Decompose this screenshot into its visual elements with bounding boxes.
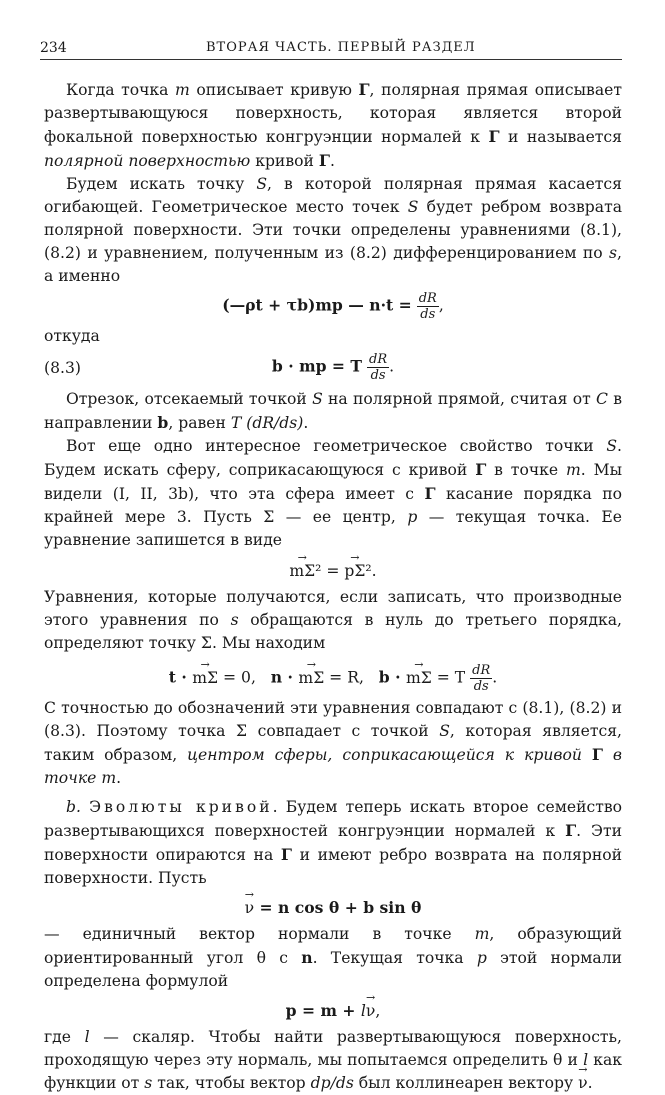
paragraph-polar-surface: Когда точка m описывает кривую Γ, полярная прямая описывает развертывающуюся поверхность, которая является второй фокальной поверхностью конгруэнции нормалей к Γ и называется полярной поверхностью кривой Γ. xyxy=(44,80,622,170)
equation-system: t · → mΣ = 0, n · → mΣ = R, b · → mΣ = T $\frac{dR}{ds}$ . xyxy=(44,663,622,694)
paragraph-osculating-sphere: Вот еще одно интересное геометрическое свойство точки S. Будем искать сферу, соприкасающуюся с кривой Γ в точке m. Мы видели (I, II, 3b), что эта сфера имеет с Γ касание порядка по крайней мере 3. Пусть Σ — ее центр, p — текущая точка. Ее уравнение запишется в виде xyxy=(44,437,623,549)
equation-normal-vector: → ν = n cos θ + b sin θ xyxy=(44,896,622,920)
paragraph-evolutes: b. Эволюты кривой. Будем теперь искать второе семейство развертывающихся поверхностей конгруэнции нормалей к Γ. Эти поверхности опираются на Γ и имеют ребро возврата на полярной поверхности. Пусть xyxy=(44,798,622,887)
paragraph-derivatives: Уравнения, которые получаются, если записать, что производные этого уравнения по s обращаются в нуль до третьего порядка, определяют точку Σ. Мы находим xyxy=(44,588,622,652)
equation-label: (8.3) xyxy=(44,359,81,377)
fraction-dR-ds: $\frac{dR}{ds}$ xyxy=(418,291,437,322)
paragraph-unit-normal: — единичный вектор нормали в точке m, образующий ориентированный угол θ с n. Текущая точка p этой нормали определена формулой xyxy=(44,925,623,990)
book-page xyxy=(40,38,623,1092)
paragraph-segment: Отрезок, отсекаемый точкой S на полярной прямой, считая от C в направлении b, равен T (dR/ds). xyxy=(44,390,622,432)
paragraph-scalar: где l — скаляр. Чтобы найти развертывающуюся поверхность, проходящую через эту нормаль, мы попытаемся определить θ и l как функции от s так, чтобы вектор dp/ds был коллинеарен вектору → ν. xyxy=(44,1026,622,1095)
page-number: 234 xyxy=(40,40,67,56)
paragraph-coincide: С точностью до обозначений эти уравнения совпадают с (8.1), (8.2) и (8.3). Поэтому точка Σ совпадает с точкой S, которая является, таким образом, центром сферы, соприкасающейся к кривой Γ в точке m. xyxy=(44,699,622,787)
header-rule xyxy=(40,59,622,60)
paragraph-point-S: Будем искать точку S, в которой полярная прямая касается огибающей. Геометрическое место точек S будет ребром возврата полярной поверхности. Эти точки определены уравнениями (8.1), (8.2) и уравнением, полученным из (8.2) дифференцированием по s, а именно xyxy=(44,175,622,285)
running-title: ВТОРАЯ ЧАСТЬ. ПЕРВЫЙ РАЗДЕЛ xyxy=(206,40,476,55)
body-text xyxy=(44,78,622,1095)
equation-sphere: → mΣ² = → pΣ². xyxy=(44,560,622,583)
fraction-dR-ds: $\frac{dR}{ds}$ xyxy=(472,663,491,694)
running-header xyxy=(40,38,622,58)
equation-current-point: p = m + l→ ν, xyxy=(44,999,622,1023)
fraction-dR-ds: $\frac{dR}{ds}$ xyxy=(369,352,388,383)
section-heading: Эволюты кривой xyxy=(89,798,273,816)
equation-differentiated: (—ρt + τb)mp — n·t = $\frac{dR}{ds}$ , xyxy=(222,291,444,322)
word-otkuda: откуда xyxy=(44,327,100,345)
equation-8-3: (8.3) b · mp = T $\frac{dR}{ds}$ . xyxy=(44,352,395,383)
